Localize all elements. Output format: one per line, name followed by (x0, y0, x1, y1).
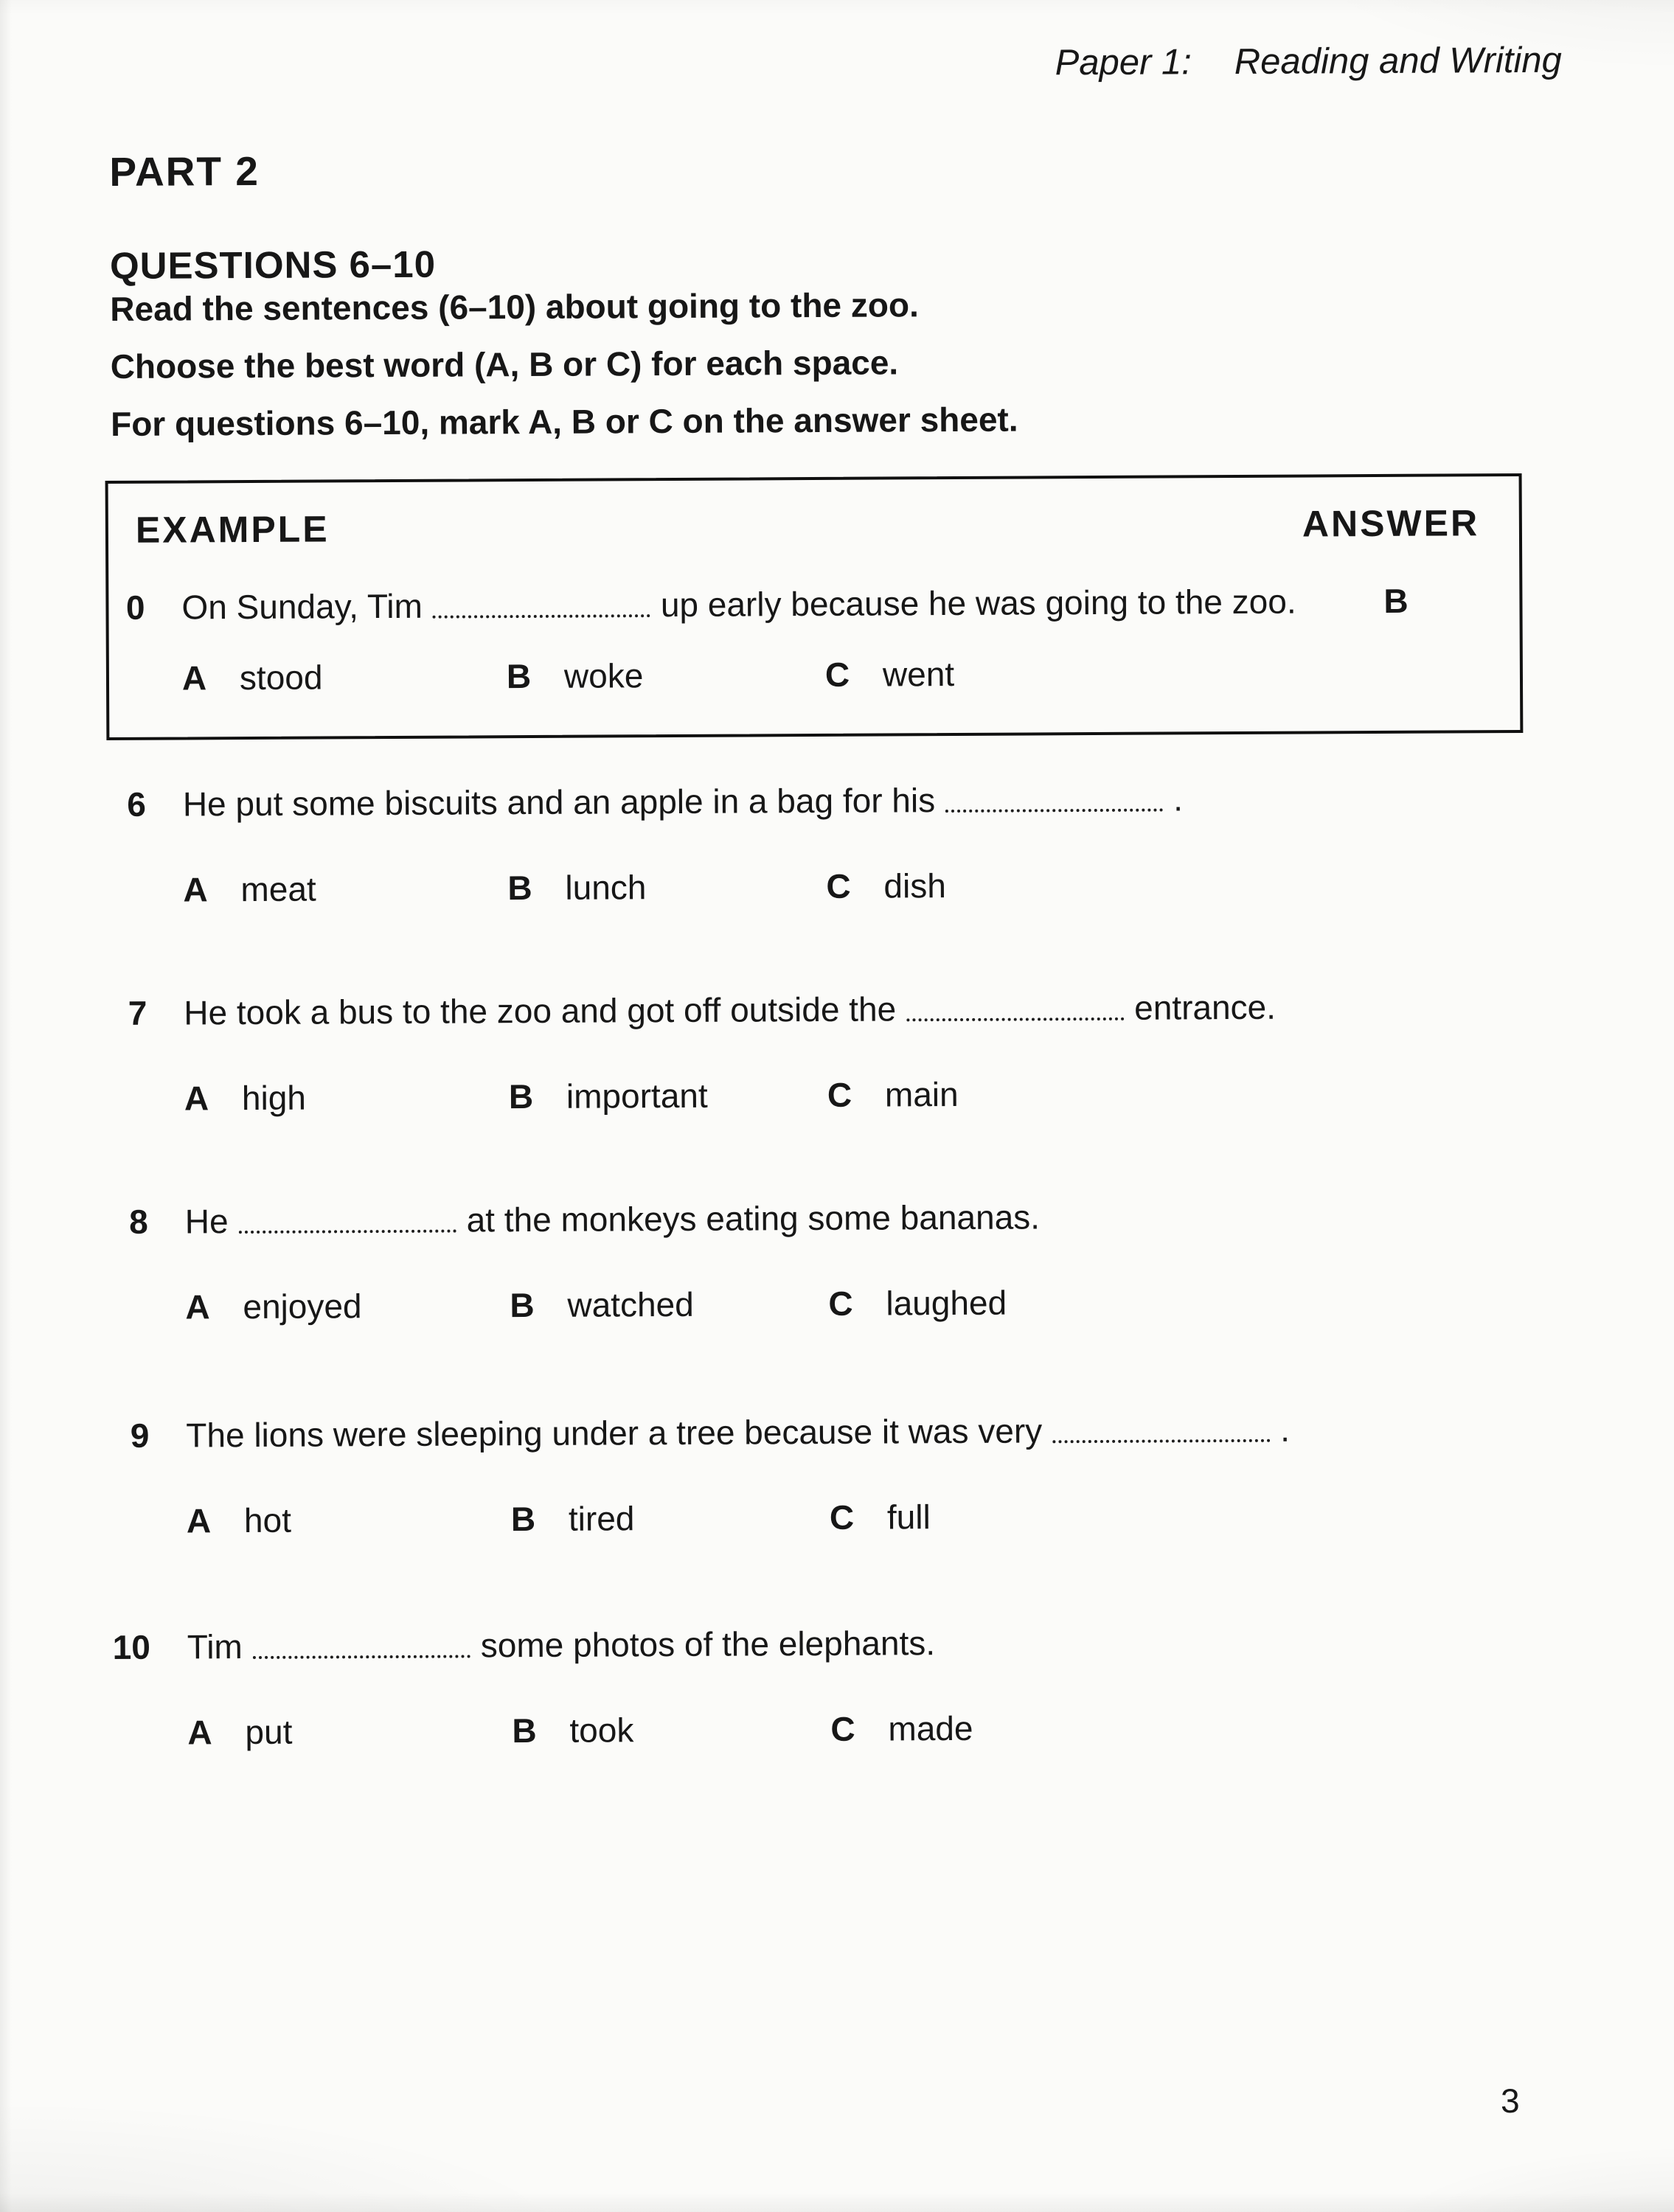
option-letter: C (829, 1498, 855, 1537)
option-letter: C (824, 655, 850, 694)
option-a (185, 1286, 361, 1326)
option-a (187, 1712, 292, 1753)
question-sentence: The lions were sleeping under a tree because it was very . (186, 1410, 1291, 1455)
question-sentence-row (0, 776, 1673, 832)
question-row (1, 1194, 1674, 1387)
instruction-line-1: Read the sentences (6–10) about going to the zoo. (110, 285, 919, 328)
option-letter: B (507, 869, 532, 908)
question-sentence-row (1, 1194, 1674, 1250)
example-options-row (0, 650, 1672, 706)
answer-blank (1052, 1417, 1270, 1444)
page-header (1055, 40, 1561, 84)
part-title: PART 2 (109, 147, 260, 195)
option-b (510, 1284, 694, 1325)
option-letter: A (185, 1287, 210, 1326)
question-sentence: He took a bus to the zoo and got off outside the entrance. (184, 987, 1277, 1032)
answer-blank (906, 995, 1124, 1022)
answer-column-label: ANSWER (1302, 502, 1480, 545)
option-c (827, 1074, 959, 1115)
question-row (0, 985, 1674, 1178)
option-letter: C (826, 866, 851, 905)
option-letter: A (184, 1079, 209, 1118)
questions-range-title: QUESTIONS 6–10 (109, 243, 437, 287)
option-word: hot (243, 1500, 292, 1540)
option-a (187, 1500, 291, 1541)
question-sentence-row (0, 985, 1674, 1041)
page-number: 3 (1500, 2081, 1520, 2121)
question-number: 6 (127, 785, 146, 824)
answer-blank (945, 787, 1163, 813)
header-section-label: Reading and Writing (1234, 40, 1562, 83)
question-options-row (1, 1279, 1674, 1335)
question-number: 7 (128, 993, 147, 1032)
question-number: 10 (112, 1627, 150, 1666)
question-options-row (0, 862, 1673, 918)
option-letter: C (828, 1284, 853, 1323)
option-word: made (888, 1708, 973, 1748)
option-c (826, 866, 946, 906)
instruction-line-3: For questions 6–10, mark A, B or C on the answer sheet. (111, 400, 1018, 443)
option-letter: A (186, 1501, 212, 1540)
option-word: put (245, 1712, 293, 1752)
question-row (0, 776, 1673, 970)
answer-blank (239, 1208, 456, 1234)
option-a (183, 869, 316, 910)
question-options-row (2, 1493, 1674, 1549)
option-word: went (882, 655, 955, 694)
question-sentence: He put some biscuits and an apple in a bag for his . (182, 779, 1184, 824)
question-sentence: He at the monkeys eating some bananas. (184, 1197, 1041, 1241)
option-b (507, 867, 646, 908)
option-letter: B (510, 1499, 536, 1539)
option-word: full (886, 1498, 931, 1537)
option-letter: B (510, 1285, 535, 1325)
option-word: important (566, 1076, 708, 1116)
option-letter: B (508, 1077, 534, 1116)
example-sentence: On Sunday, Tim up early because he was going to the zoo. (181, 582, 1296, 627)
option-b (507, 655, 644, 696)
option-c (830, 1497, 931, 1537)
option-a (184, 1078, 306, 1119)
option-word: dish (883, 866, 946, 905)
example-sentence-row (0, 580, 1672, 636)
answer-blank (433, 592, 650, 619)
example-answer-value: B (1383, 581, 1409, 620)
option-c (830, 1708, 973, 1749)
option-word: woke (563, 656, 644, 695)
question-sentence-row (3, 1619, 1674, 1675)
question-sentence: Tim some photos of the elephants. (187, 1624, 936, 1666)
option-letter: A (183, 870, 208, 909)
option-word: stood (239, 658, 323, 698)
option-word: main (884, 1074, 959, 1114)
option-word: meat (240, 869, 316, 909)
question-sentence-row (1, 1408, 1674, 1464)
option-letter: C (830, 1709, 855, 1748)
option-letter: A (181, 658, 207, 698)
option-b (512, 1710, 633, 1750)
option-word: laughed (886, 1283, 1007, 1323)
option-letter: B (506, 657, 532, 696)
option-letter: C (827, 1075, 852, 1114)
example-number: 0 (125, 588, 145, 627)
header-paper-label: Paper 1: (1055, 42, 1192, 83)
option-b (509, 1076, 708, 1116)
question-row (1, 1408, 1674, 1601)
question-options-row (0, 1071, 1674, 1127)
option-word: tired (568, 1499, 635, 1538)
option-word: high (241, 1078, 307, 1118)
example-label: EXAMPLE (135, 508, 330, 551)
option-a (182, 657, 323, 698)
option-word: took (569, 1711, 634, 1750)
option-word: enjoyed (243, 1287, 362, 1326)
option-b (511, 1498, 635, 1539)
option-c (825, 654, 954, 695)
instruction-line-2: Choose the best word (A, B or C) for each space. (110, 343, 899, 386)
option-letter: A (187, 1713, 212, 1752)
option-c (828, 1283, 1007, 1324)
question-number: 8 (129, 1202, 148, 1241)
question-number: 9 (130, 1416, 150, 1455)
option-word: watched (567, 1284, 694, 1324)
question-options-row (3, 1705, 1674, 1761)
option-word: lunch (565, 868, 647, 907)
question-row (3, 1619, 1674, 1812)
option-letter: B (512, 1711, 537, 1750)
answer-blank (253, 1632, 470, 1659)
